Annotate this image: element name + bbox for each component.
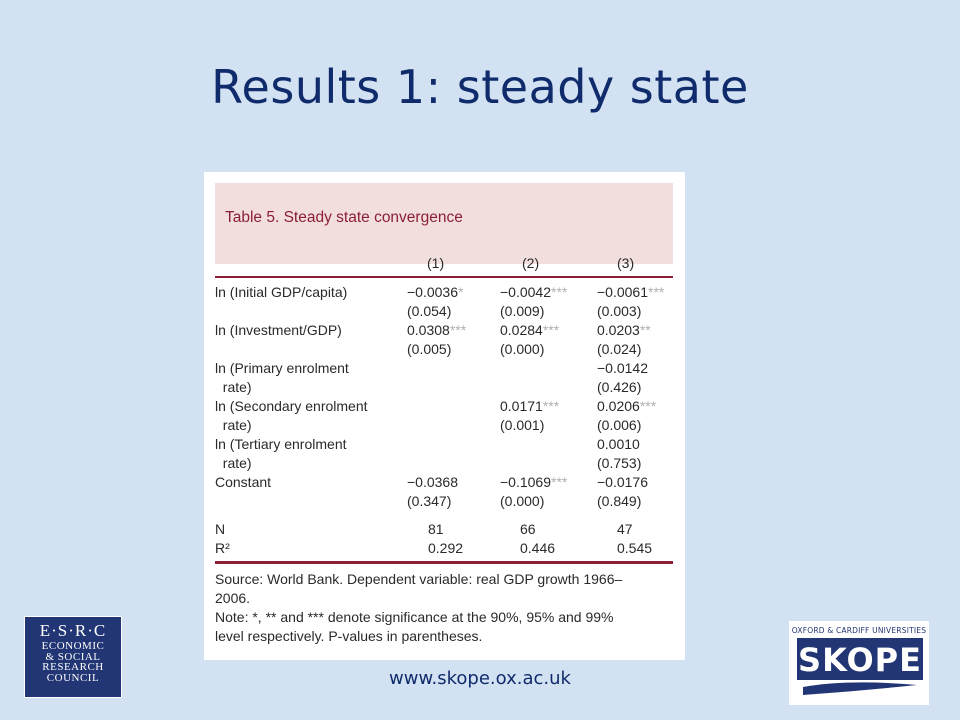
table-cell: 0.545 <box>617 540 653 556</box>
table-cell <box>597 322 651 338</box>
column-header: (2) <box>522 255 540 271</box>
table-row <box>215 417 673 436</box>
table-row <box>215 474 673 493</box>
cell-value: −0.0042 <box>500 284 551 300</box>
cell-value: 0.0010 <box>597 436 640 452</box>
cell-value: (0.753) <box>597 455 642 471</box>
row-label: N <box>215 521 226 537</box>
source-line: Source: World Bank. Dependent variable: real GDP growth 1966– <box>215 571 623 587</box>
table-cell <box>407 284 463 300</box>
table-caption: Table 5. Steady state convergence <box>225 209 463 226</box>
row-label: ln (Secondary enrolment <box>215 398 368 414</box>
table-cell <box>407 474 458 490</box>
skope-logo-text: SKOPE <box>798 641 922 679</box>
table-row <box>215 284 673 303</box>
significance-stars: *** <box>542 398 560 414</box>
esrc-logo-line: RESEARCH <box>42 661 104 673</box>
significance-stars: *** <box>648 284 665 300</box>
row-label: ln (Primary enrolment <box>215 360 349 376</box>
cell-value: (0.000) <box>500 341 545 357</box>
table-cell: 0.292 <box>428 540 464 556</box>
table-cell <box>500 322 559 338</box>
cell-value: (0.426) <box>597 379 642 395</box>
row-label: rate) <box>215 417 252 433</box>
esrc-logo-line: & SOCIAL <box>45 650 101 663</box>
cell-value: 0.0203 <box>597 322 640 338</box>
row-label: Constant <box>215 474 272 490</box>
table-cell <box>597 303 641 319</box>
cell-value: 0.0308 <box>407 322 450 338</box>
significance-stars: * <box>458 284 464 300</box>
row-label: rate) <box>215 455 252 471</box>
table-cell <box>407 303 451 319</box>
table-cell <box>597 360 648 376</box>
significance-stars: *** <box>639 398 657 414</box>
column-header: (3) <box>617 255 635 271</box>
column-header: (1) <box>427 255 445 271</box>
cell-value: (0.347) <box>407 493 452 509</box>
table-caption-band <box>215 183 673 264</box>
esrc-logo-initials: E·S·R·C <box>39 621 107 640</box>
table-top-rule <box>215 276 673 278</box>
cell-value: −0.0036 <box>407 284 458 300</box>
slide-title: Results 1: steady state <box>211 60 749 114</box>
significance-stars: *** <box>551 474 568 490</box>
table-cell: 47 <box>617 521 633 537</box>
table-row <box>215 436 673 455</box>
table-cell <box>597 417 641 433</box>
table-stat-row <box>215 540 673 559</box>
table-cell <box>597 455 641 471</box>
table-cell <box>597 284 664 300</box>
cell-value: −0.0176 <box>597 474 648 490</box>
table-cell <box>407 341 451 357</box>
table-cell <box>500 284 567 300</box>
table-cell <box>500 303 544 319</box>
skope-swoosh-icon <box>789 621 929 705</box>
table-cell <box>500 474 567 490</box>
table-cell <box>500 493 544 509</box>
row-label: ln (Initial GDP/capita) <box>215 284 348 300</box>
table-cell <box>597 493 641 509</box>
cell-value: (0.000) <box>500 493 545 509</box>
table-row <box>215 322 673 341</box>
cell-value: −0.1069 <box>500 474 551 490</box>
table-cell: 66 <box>520 521 536 537</box>
cell-value: −0.0368 <box>407 474 458 490</box>
cell-value: (0.003) <box>597 303 642 319</box>
significance-stars: *** <box>449 322 467 338</box>
cell-value: (0.005) <box>407 341 452 357</box>
table-header-row <box>215 255 673 274</box>
note-line: Note: *, ** and *** denote significance at the 90%, 95% and 99% <box>215 609 614 625</box>
table-cell <box>597 436 640 452</box>
significance-stars: *** <box>542 322 560 338</box>
table-cell <box>597 398 656 414</box>
table-row <box>215 398 673 417</box>
cell-value: (0.024) <box>597 341 642 357</box>
table-cell <box>407 322 466 338</box>
cell-value: (0.009) <box>500 303 545 319</box>
table-row <box>215 341 673 360</box>
table-source-note <box>215 570 673 646</box>
table-cell: 81 <box>428 521 444 537</box>
table-bottom-rule <box>215 561 673 564</box>
cell-value: −0.0142 <box>597 360 648 376</box>
cell-value: (0.006) <box>597 417 642 433</box>
cell-value: 0.0206 <box>597 398 640 414</box>
cell-value: −0.0061 <box>597 284 648 300</box>
row-label: ln (Tertiary enrolment <box>215 436 347 452</box>
table-cell: 0.446 <box>520 540 556 556</box>
row-label: R² <box>215 540 230 556</box>
note-line: level respectively. P-values in parentheses. <box>215 628 483 644</box>
table-cell <box>597 474 648 490</box>
website-url: www.skope.ox.ac.uk <box>389 668 571 689</box>
table-row <box>215 379 673 398</box>
cell-value: (0.054) <box>407 303 452 319</box>
table-cell <box>597 379 641 395</box>
source-line: 2006. <box>215 590 251 606</box>
esrc-logo-line: ECONOMIC <box>41 640 105 652</box>
table-cell <box>500 398 559 414</box>
significance-stars: ** <box>639 322 651 338</box>
skope-logo-universities: OXFORD & CARDIFF UNIVERSITIES <box>791 626 927 635</box>
row-label: ln (Investment/GDP) <box>215 322 342 338</box>
row-label: rate) <box>215 379 252 395</box>
cell-value: (0.849) <box>597 493 642 509</box>
table-row <box>215 303 673 322</box>
table-stat-row <box>215 521 673 540</box>
table-image <box>204 172 685 660</box>
table-cell <box>597 341 641 357</box>
table-row <box>215 455 673 474</box>
table-cell <box>500 341 544 357</box>
table-row <box>215 493 673 512</box>
cell-value: 0.0171 <box>500 398 543 414</box>
table-cell <box>407 493 451 509</box>
skope-logo <box>789 621 929 705</box>
esrc-logo-line: COUNCIL <box>46 671 100 684</box>
significance-stars: *** <box>551 284 568 300</box>
table-cell <box>500 417 544 433</box>
cell-value: (0.001) <box>500 417 545 433</box>
table-row <box>215 360 673 379</box>
cell-value: 0.0284 <box>500 322 543 338</box>
